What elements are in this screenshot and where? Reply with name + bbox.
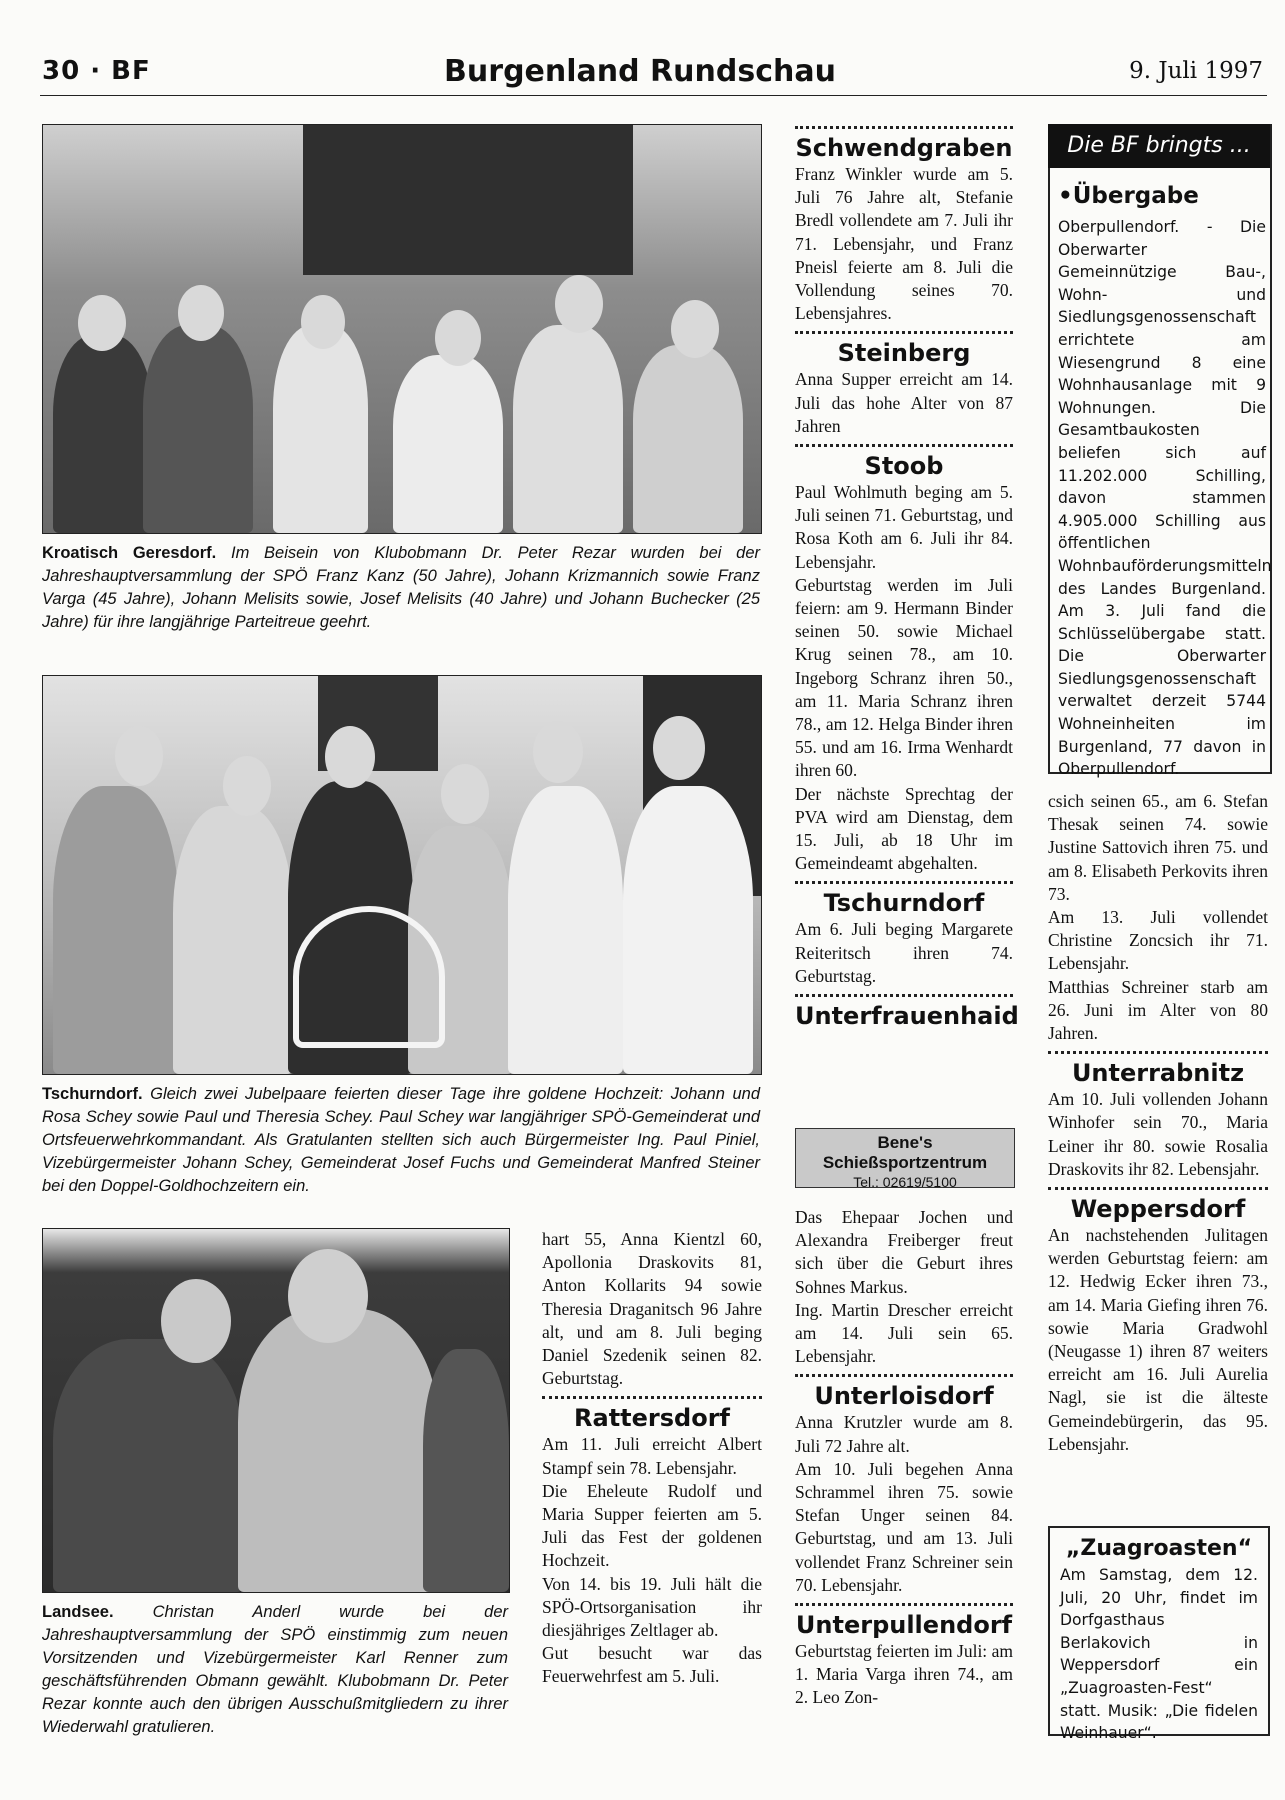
newspaper-title: Burgenland Rundschau — [444, 54, 836, 89]
text-block: Der nächste Sprechtag der PVA wird am Dienstag, dem 15. Juli, ab 18 Uhr im Gemeindeamt abgehalten. — [795, 783, 1013, 874]
text-block: csich seinen 65., am 6. Stefan Thesak seinen 74. sowie Justine Sattovich ihren 75. und am 8. Elisabeth Perkovits ihren 73. — [1048, 791, 1268, 904]
caption-tschurndorf: Tschurndorf. Gleich zwei Jubelpaare feierten dieser Tage ihre goldene Hochzeit: Johann und Rosa Schey sowie Paul und Theresia Schey. Paul Schey war langjähriger SPÖ-Gemeinderat und Ortsfeuerwehrkommandant. Als Gratulanten stellten sich auch Bürgermeister Ing. Paul Piniel, Vizebürgermeister Johann Schey, Gemeinderat Josef Fuchs und Gemeinderat Manfred Steiner bei den Doppel-Goldhochzeitern ein. — [42, 1085, 760, 1195]
photo-kroatisch-geresdorf — [42, 124, 762, 534]
text-block: Ing. Martin Drescher erreicht am 14. Juli sein 65. Lebensjahr. — [795, 1299, 1013, 1367]
text-block: Am 6. Juli beging Margarete Reiteritsch ihren 74. Geburtstag. — [795, 919, 1013, 986]
text-block: Am 11. Juli erreicht Albert Stampf sein 78. Lebensjahr. — [542, 1434, 762, 1478]
dotted-separator — [795, 881, 1013, 884]
text-block: Das Ehepaar Jochen und Alexandra Freiberger freut sich über die Geburt ihres Sohnes Markus. — [795, 1207, 1013, 1297]
sidebar-title: •Übergabe — [1058, 183, 1199, 209]
sidebar-header: Die BF bringts ... — [1048, 124, 1270, 168]
text-block: Am 13. Juli vollendet Christine Zoncsich ihr 71. Lebensjahr. — [1048, 907, 1268, 974]
advertisement-box — [795, 1128, 1015, 1188]
caption-kroatisch-geresdorf: Kroatisch Geresdorf. Im Beisein von Klubobmann Dr. Peter Rezar wurden bei der Jahreshauptversammlung der SPÖ Franz Kanz (50 Jahre), Johann Krizmannich sowie Franz Varga (45 Jahre), Johann Melisits sowie, Josef Melisits (40 Jahre) und Johann Buchecker (25 Jahre) für ihre langjährige Parteitreue geehrt. — [42, 544, 760, 631]
column-right-lower — [795, 1206, 1013, 1710]
text-block: An nachstehenden Julitagen werden Geburtstag feiern: am 12. Hedwig Ecker ihren 73., am 14. Maria Giefing ihren 76. sowie Maria Gradwohl (Neugasse 1) ihren 87 weiters erreicht am 16. Juli Aurelia Nagl, sie ist die älteste Gemeindebürgerin, das 95. Lebensjahr. — [1048, 1225, 1268, 1454]
photo-landsee — [42, 1228, 510, 1593]
dotted-separator — [1048, 1051, 1268, 1054]
heading-tschurndorf: Tschurndorf — [823, 889, 985, 918]
photo-tschurndorf — [42, 675, 762, 1075]
text-block: Geburtstag feierten im Juli: am 1. Maria Varga ihren 74., am 2. Leo Zon- — [795, 1641, 1013, 1708]
text-block: Am 10. Juli vollenden Johann Winhofer sein 70., Maria Leiner ihr 80. sowie Rosalia Draskovits ihr 82. Lebensjahr. — [1048, 1089, 1268, 1179]
dotted-separator — [795, 1603, 1013, 1606]
text-block: Geburtstag werden im Juli feiern: am 9. Hermann Binder seinen 50. sowie Michael Krug seinen 78., am 10. Ingeborg Schranz ihren 50., am 11. Maria Schranz ihren 78., am 12. Helga Binder ihren 55. und am 16. Irma Wenhardt ihren 60. — [795, 574, 1013, 781]
heading-rattersdorf: Rattersdorf — [574, 1404, 730, 1433]
zuagroasten-title: „Zuagroasten“ — [1065, 1536, 1253, 1561]
dotted-separator — [795, 126, 1013, 129]
dotted-separator — [542, 1396, 762, 1399]
zuagroasten-text: Am Samstag, dem 12. Juli, 20 Uhr, findet im Dorfgasthaus Berlakovich in Weppersdorf ein „Zuagroasten-Fest“ statt. Musik: „Die fidelen Weinhauer“. — [1060, 1566, 1258, 1743]
issue-date: 9. Juli 1997 — [1129, 58, 1263, 84]
heading-unterloisdorf: Unterloisdorf — [814, 1382, 994, 1411]
heading-steinberg: Steinberg — [837, 339, 971, 368]
text-block: Gut besucht war das Feuerwehrfest am 5. Juli. — [542, 1643, 762, 1687]
sidebar-body — [1058, 180, 1272, 781]
column-mid-bottom — [542, 1228, 762, 1689]
text-block: Von 14. bis 19. Juli hält die SPÖ-Ortsorganisation ihr diesjähriges Zeltlager ab. — [542, 1573, 762, 1641]
ad-phone: Tel.: 02619/5100 — [853, 1174, 957, 1190]
column-far-right — [1048, 790, 1268, 1456]
text-block: Anna Krutzler wurde am 8. Juli 72 Jahre alt. — [795, 1412, 1013, 1456]
heading-unterrabnitz: Unterrabnitz — [1071, 1059, 1245, 1088]
dotted-separator — [795, 1374, 1013, 1377]
heading-unterpullendorf: Unterpullendorf — [795, 1611, 1013, 1640]
dotted-separator — [795, 331, 1013, 334]
text-block: Franz Winkler wurde am 5. Juli 76 Jahre alt, Stefanie Bredl vollendete am 7. Juli ihr 71. Lebensjahr, und Franz Pneisl feierte am 8. Juli die Vollendung seines 70. Lebensjahres. — [795, 164, 1013, 324]
dotted-separator — [795, 444, 1013, 447]
text-block: hart 55, Anna Kientzl 60, Apollonia Draskovits 81, Anton Kollarits 94 sowie Theresia Draganitsch 96 Jahre alt, und am 8. Juli beging Daniel Szedenik seinen 82. Geburtstag. — [542, 1229, 762, 1389]
dotted-separator — [1048, 1187, 1268, 1190]
zuagroasten-box — [1048, 1526, 1270, 1743]
page-number: 30 · BF — [42, 56, 151, 86]
ad-name: Bene's Schießsportzentrum — [822, 1133, 988, 1172]
header-rule — [40, 95, 1267, 96]
caption-landsee: Landsee. Christan Anderl wurde bei der Jahreshauptversammlung der SPÖ einstimmig zum neuen Vorsitzenden und Vizebürgermeister Karl Renner zum geschäftsführenden Obmann gewählt. Klubobmann Dr. Peter Rezar konnte auch den übrigen Ausschußmitgliedern zu ihrer Wiederwahl gratulieren. — [42, 1603, 508, 1736]
heading-weppersdorf: Weppersdorf — [1070, 1195, 1246, 1224]
text-block: Die Eheleute Rudolf und Maria Supper feierten am 5. Juli das Fest der goldenen Hochzeit. — [542, 1480, 762, 1571]
heading-stoob: Stoob — [864, 452, 944, 481]
column-right — [795, 126, 1019, 1031]
heading-schwendgraben: Schwendgraben — [795, 134, 1013, 162]
sidebar-text: Oberpullendorf. - Die Oberwarter Gemeinnützige Bau-, Wohn- und Siedlungsgenossenschaft errichtete am Wiesengrund 8 eine Wohnhausanlage mit 9 Wohnungen. Die Gesamtbaukosten beliefen sich auf 11.202.000 Schilling, davon stammen 4.905.000 Schilling aus öffentlichen Wohnbauförderungsmitteln des Landes Burgenland. Am 3. Juli fand die Schlüsselübergabe statt. Die Oberwarter Siedlungsgenossenschaft verwaltet derzeit 5744 Wohneinheiten im Burgenland, 77 davon in Oberpullendorf. — [1058, 218, 1272, 779]
text-block: Anna Supper erreicht am 14. Juli das hohe Alter von 87 Jahren — [795, 369, 1013, 436]
heading-unterfrauenhaid: Unterfrauenhaid — [795, 1002, 1019, 1031]
text-block: Paul Wohlmuth beging am 5. Juli seinen 71. Geburtstag, und Rosa Koth am 6. Juli ihr 84. Lebensjahr. — [795, 482, 1013, 572]
text-block: Am 10. Juli begehen Anna Schrammel ihren 75. sowie Stefan Unger seinen 84. Geburtstag, und am 13. Juli vollendet Franz Schreiner sein 70. Lebensjahr. — [795, 1458, 1013, 1595]
text-block: Matthias Schreiner starb am 26. Juni im Alter von 80 Jahren. — [1048, 976, 1268, 1044]
dotted-separator — [795, 994, 1013, 997]
